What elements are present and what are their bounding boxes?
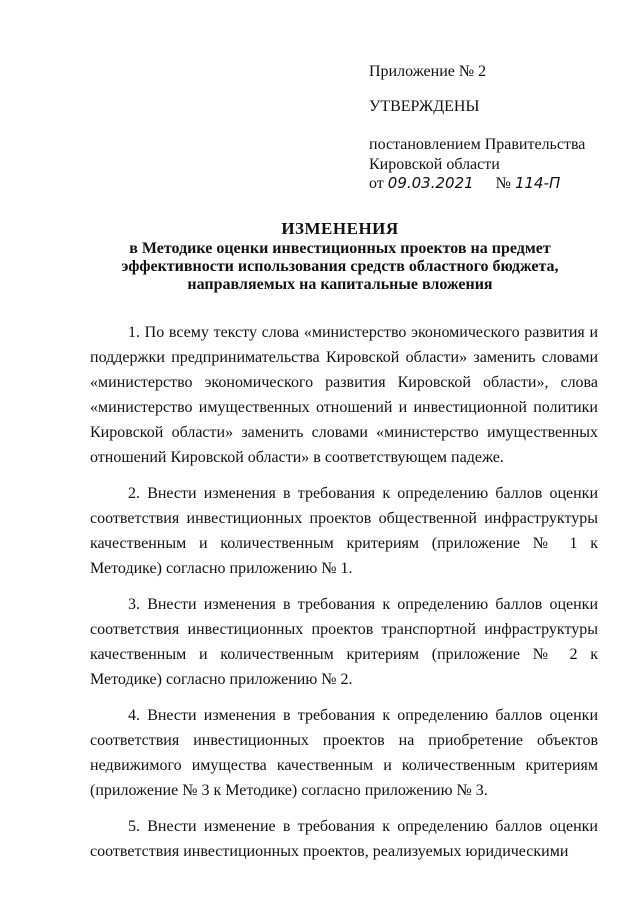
handwritten-date: 09.03.2021 <box>387 174 474 192</box>
number-label: № <box>495 175 511 192</box>
paragraph-item-4: 4. Внести изменения в требования к определению баллов оценки соответствия инвестиционных проектов на приобретение объектов недвижимого имущества качественным и количественным критериям (приложение № 3 к Методике) согласно приложению № 3. <box>90 707 598 799</box>
heading-line-3: направляемых на капитальные вложения <box>187 276 493 293</box>
heading-line-2: эффективности использования средств областного бюджета, <box>121 258 559 275</box>
approved-label: УТВЕРЖДЕНЫ <box>369 98 480 115</box>
heading-line-1: в Методике оценки инвестиционных проектов на предмет <box>129 240 551 257</box>
appendix-number: Приложение № 2 <box>369 63 487 80</box>
handwritten-number: 114-П <box>514 174 561 192</box>
document-body <box>90 320 598 864</box>
resolution-line-1: постановлением Правительства <box>369 136 586 153</box>
from-label: от <box>369 175 384 192</box>
paragraph-item-5: 5. Внести изменение в требования к определению баллов оценки соответствия инвестиционных проектов, реализуемых юридическими <box>90 818 598 860</box>
resolution-date-number <box>369 173 560 194</box>
paragraph-item-2: 2. Внести изменения в требования к определению баллов оценки соответствия инвестиционных проектов общественной инфраструктуры качественным и количественным критериям (приложение № 1 к Методике) согласно приложению № 1. <box>90 485 598 577</box>
paragraph-item-3: 3. Внести изменения в требования к определению баллов оценки соответствия инвестиционных проектов транспортной инфраструктуры качественным и количественным критериям (приложение № 2 к Методике) согласно приложению № 2. <box>90 596 598 688</box>
heading-title: ИЗМЕНЕНИЯ <box>281 219 399 238</box>
document-heading <box>100 220 580 294</box>
resolution-line-2: Кировской области <box>369 156 500 173</box>
paragraph-item-1: 1. По всему тексту слова «министерство экономического развития и поддержки предпринимательства Кировской области» заменить словами «министерство экономического развития Кировской области», слова «министерство имущественных отношений и инвестиционной политики Кировской области» заменить словами «министерство имущественных отношений Кировской области» в соответствующем падеже. <box>90 324 598 466</box>
